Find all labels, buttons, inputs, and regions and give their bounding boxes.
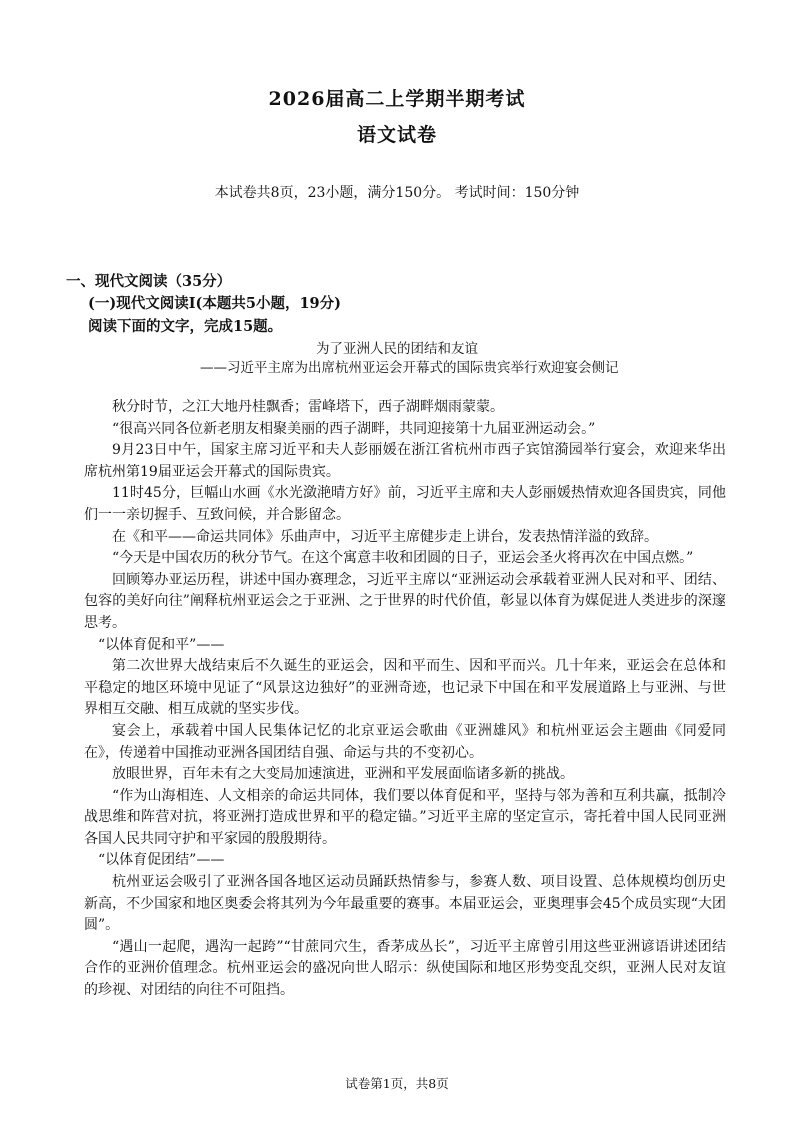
article-paragraph: 第二次世界大战结束后不久诞生的亚运会，因和平而生、因和平而兴。几十年来，亚运会在总体和平稳定的地区环境中见证了“风景这边独好”的亚洲奇迹，也记录下中国在和平发展道路上与亚洲、与世界相互交融、相互成就的坚实步伐。 — [84, 658, 726, 718]
article-subhead: “以体育促团结”—— — [98, 852, 225, 869]
article-paragraph: 9月23日中午，国家主席习近平和夫人彭丽媛在浙江省杭州市西子宾馆漪园举行宴会，欢迎来华出席杭州第19届亚运会开幕式的国际贵宾。 — [84, 442, 726, 480]
article-subhead: “以体育促和平”—— — [98, 636, 225, 653]
article-paragraph: “很高兴同各位新老朋友相聚美丽的西子湖畔，共同迎接第十九届亚洲运动会。” — [112, 420, 596, 437]
article-body — [84, 397, 726, 1002]
article-title: 为了亚洲人民的团结和友谊 — [316, 341, 478, 357]
section-heading: 一、现代文阅读（35分） — [66, 273, 232, 290]
article-paragraph: “今天是中国农历的秋分节气。在这个寓意丰收和团圆的日子，亚运会圣火将再次在中国点燃。” — [112, 550, 694, 567]
article-paragraph: “遇山一起爬，遇沟一起跨”“甘蔗同穴生，香茅成丛长”，习近平主席曾引用这些亚洲谚语讲述团结合作的亚洲价值理念。杭州亚运会的盛况向世人昭示：纵使国际和地区形势变乱交织，亚洲人民对友谊的珍视、对团结的向往不可阻挡。 — [84, 938, 726, 999]
section-subheading: (一)现代文阅读Ⅰ(本题共5小题，19分) — [88, 295, 341, 312]
exam-subject: 语文试卷 — [356, 124, 437, 146]
section-instruction: 阅读下面的文字，完成15题。 — [88, 318, 283, 335]
article-paragraph: 杭州亚运会吸引了亚洲各国各地区运动员踊跃热情参与，参赛人数、项目设置、总体规模均创历史新高，不少国家和地区奥委会将其列为今年最重要的赛事。本届亚运会，亚奥理事会45个成员实现“大团圆”。 — [84, 874, 726, 934]
page-footer: 试卷第1页，共8页 — [345, 1076, 449, 1091]
article-subtitle: ——习近平主席为出席杭州亚运会开幕式的国际贵宾举行欢迎宴会侧记 — [200, 360, 619, 376]
exam-title: 2026届高二上学期半期考试 — [268, 88, 526, 110]
article-paragraph: 秋分时节，之江大地丹桂飘香；雷峰塔下，西子湖畔烟雨蒙蒙。 — [112, 399, 504, 415]
article-paragraph: “作为山海相连、人文相亲的命运共同体，我们要以体育促和平，坚持与邻为善和互利共赢，抵制冷战思维和阵营对抗，将亚洲打造成世界和平的稳定锚。”习近平主席的坚定宣示，寄托着中国人民同亚洲各国人民共同守护和平家园的殷殷期待。 — [84, 787, 726, 847]
article-paragraph: 放眼世界，百年未有之大变局加速演进，亚洲和平发展面临诸多新的挑战。 — [112, 766, 574, 783]
article-paragraph: 在《和平——命运共同体》乐曲声中，习近平主席健步走上讲台，发表热情洋溢的致辞。 — [112, 528, 658, 545]
article-paragraph: 回顾筹办亚运历程，讲述中国办赛理念，习近平主席以“亚洲运动会承载着亚洲人民对和平、团结、包容的美好向往”阐释杭州亚运会之于亚洲、之于世界的时代价值，彰显以体育为媒促进人类进步的深邃思考。 — [84, 571, 726, 631]
exam-info: 本试卷共8页，23小题，满分150分。 考试时间：150分钟 — [214, 185, 580, 201]
article-paragraph: 宴会上，承载着中国人民集体记忆的北京亚运会歌曲《亚洲雄风》和杭州亚运会主题曲《同爱同在》，传递着中国推动亚洲各国团结自强、命运与共的不变初心。 — [84, 722, 726, 761]
article-paragraph: 11时45分，巨幅山水画《水光潋滟晴方好》前，习近平主席和夫人彭丽媛热情欢迎各国贵宾，同他们一一亲切握手、互致问候，并合影留念。 — [84, 485, 726, 523]
